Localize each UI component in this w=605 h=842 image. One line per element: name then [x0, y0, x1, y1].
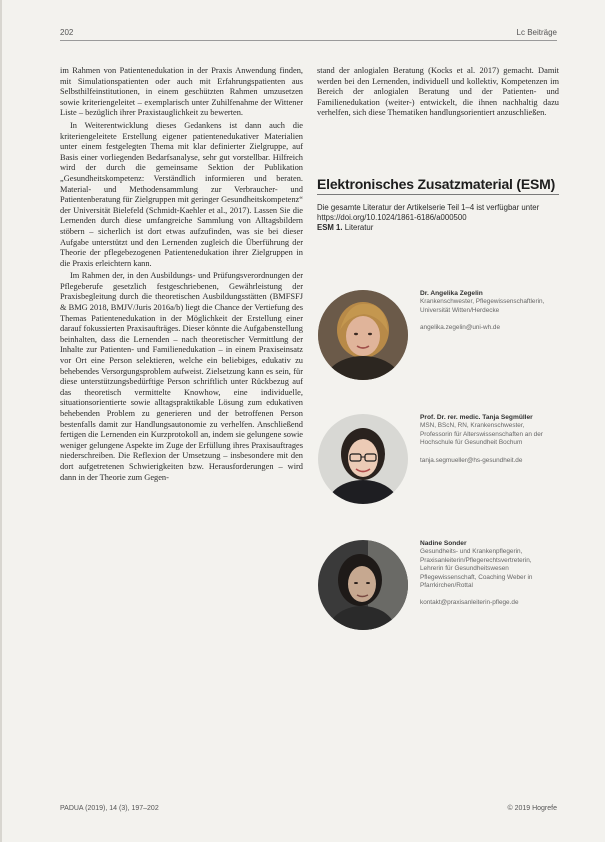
esm-heading: Elektronisches Zusatzmaterial (ESM): [317, 176, 556, 192]
author-name: Dr. Angelika Zegelin: [420, 290, 483, 297]
journal-citation: PADUA (2019), 14 (3), 197–202: [60, 805, 159, 812]
author-email: kontakt@praxisanleiterin-pflege.de: [420, 599, 519, 607]
author-affiliation: Krankenschwester, Pflegewissenschaftlerin, Universität Witten/Herdecke: [420, 298, 545, 314]
publisher-copyright: © 2019 Hogrefe: [507, 805, 557, 812]
esm-label: ESM 1.: [317, 223, 343, 232]
author-photo: [318, 414, 408, 504]
author-info: [420, 540, 554, 608]
author-card: [318, 540, 568, 640]
author-affiliation: MSN, BScN, RN, Krankenschwester, Professorin für Alterswissenschaften an der Hochschule für Gesundheit Bochum: [420, 422, 543, 447]
page-number: 202: [60, 28, 74, 37]
author-photo: [318, 540, 408, 630]
esm-description: Die gesamte Literatur der Artikelserie Teil 1–4 ist verfügbar unter https://doi.org/10.1024/1861-6186/a000500: [317, 203, 540, 222]
author-info: [420, 290, 554, 333]
author-name: Prof. Dr. rer. medic. Tanja Segmüller: [420, 414, 533, 421]
esm-label-suffix: Literatur: [342, 223, 374, 232]
scan-edge: [0, 0, 2, 842]
right-column: [317, 66, 559, 119]
paragraph: Im Rahmen der, in den Ausbildungs- und Prüfungsverordnungen der Pflegeberufe gesetzlich festgeschriebenen, Gewährleistung der Praxisbegleitung durch die theoretischen Ausbildungsstätten (BMFSFJ & BMG 2018, BMJV/Juris 2016a/b) liegt die Chance der Vertiefung des Themas Patientenedukation in der Möglichkeit der Erstellung einer darauf fokussierten Praxisaufträges. Dieser könnte die Aufgabenstellung beinhalten, dass die Lernenden – nach theoretischer Vermittlung der Inhalte zur Patienten- und Familienedukation – in einem Praxiseinsatz vor Ort eine Person selektieren, welche ein beliebiges, edukativ zu behebendes Versorgungsproblem aufweist. Zielsetzung kann es sein, für diese unterstützungsbedürftige Person schriftlich unter Rückbezug auf das theoretisch vermittelte Knowhow, eine individuelle, situationsorientierte sowie alltagspraktikable Lösung zum edukativen behebenden Problem zu generieren und der betroffenen Person bestenfalls damit zur Handlungsautonomie zu verhelfen. Anschließend fertigen die Lernenden ein Kurzprotokoll an, indem sie gelungene sowie weniger gelungene Aspekte im Zuge der Erfüllung ihres Praxisauftrages niederschreiben. Die Reflexion der Umsetzung – insbesondere mit den dort aufgetretenen Schwierigkeiten bzw. Herausforderungen – wird dann in der Theorie zum Gegen-: [60, 271, 303, 482]
divider: [317, 194, 559, 195]
author-email: angelika.zegelin@uni-wh.de: [420, 324, 501, 332]
author-name: Nadine Sonder: [420, 540, 467, 547]
author-info: [420, 414, 554, 465]
author-card: [318, 290, 568, 390]
page-header: [60, 28, 557, 41]
paragraph: In Weiterentwicklung dieses Gedankens ist dann auch die kriteriengeleitete Erstellung eigener patientenedukativer Materialien unter einem festgelegten Thema mit klar definierter Zielgruppe, auf Basis einer vorliegenden Bedarfsanalyse, sehr gut vorstellbar. Hilfreich wird der durch die gemeinsame Sektion der Publikation „Gesundheitskompetenz: Verständlich informieren und beraten. Material- und Methodensammlung zur Verbraucher- und Patientenberatung für Zielgruppen mit geringer Gesundheitskompetenz“ der Universität Bielefeld (Schmidt-Kaehler et al., 2017). Lassen Sie die Lernenden durch diese umfangreiche Sammlung von Alltagsbildern stöbern – sicherlich ist dort etwas aufzufinden, was sie bei dieser Aufgabe unterstützt und den Lernenden zugleich die Überführung der Theorie der pflegebezogenen Patientenedukation ihrer Zielgruppen in die Praxis erleichtern kann.: [60, 120, 303, 268]
author-affiliation: Gesundheits- und Krankenpflegerin, Praxisanleiterin/Pflegerechtsvertreterin, Lehrerin für Gesundheitswesen Pflegewissenschaft, Coaching Weber in Pfarrkirchen/Rottal: [420, 548, 533, 590]
section-label: Lc Beiträge: [516, 28, 557, 37]
author-photo: [318, 290, 408, 380]
paragraph: stand der anlogialen Beratung (Kocks et al. 2017) gemacht. Damit werden bei den Lernenden, individuell und kollektiv, Kompetenzen im Bereich der anlogialen Beratung und der Patienten- und Familienedukation (weiter-) entwickelt, die ihnen nachhaltig dazu verhelfen, sich diese Thematiken handlungsorientiert anzuschließen.: [317, 66, 559, 118]
paragraph: im Rahmen von Patientenedukation in der Praxis Anwendung finden, mit Simulationspatienten oder auch mit Erfahrungspatienten aus Selbsthilfeinstitutionen, in einem geschützten Rahmen umzusetzen sowie kriteriengeleitet – exemplarisch unter Zuhilfenahme der Wittener Liste – bezüglich ihrer Praxistauglichkeit zu bewerten.: [60, 66, 303, 118]
author-card: [318, 414, 568, 514]
esm-text: [317, 203, 559, 233]
author-email: tanja.segmueller@hs-gesundheit.de: [420, 456, 523, 464]
left-column: [60, 66, 303, 485]
